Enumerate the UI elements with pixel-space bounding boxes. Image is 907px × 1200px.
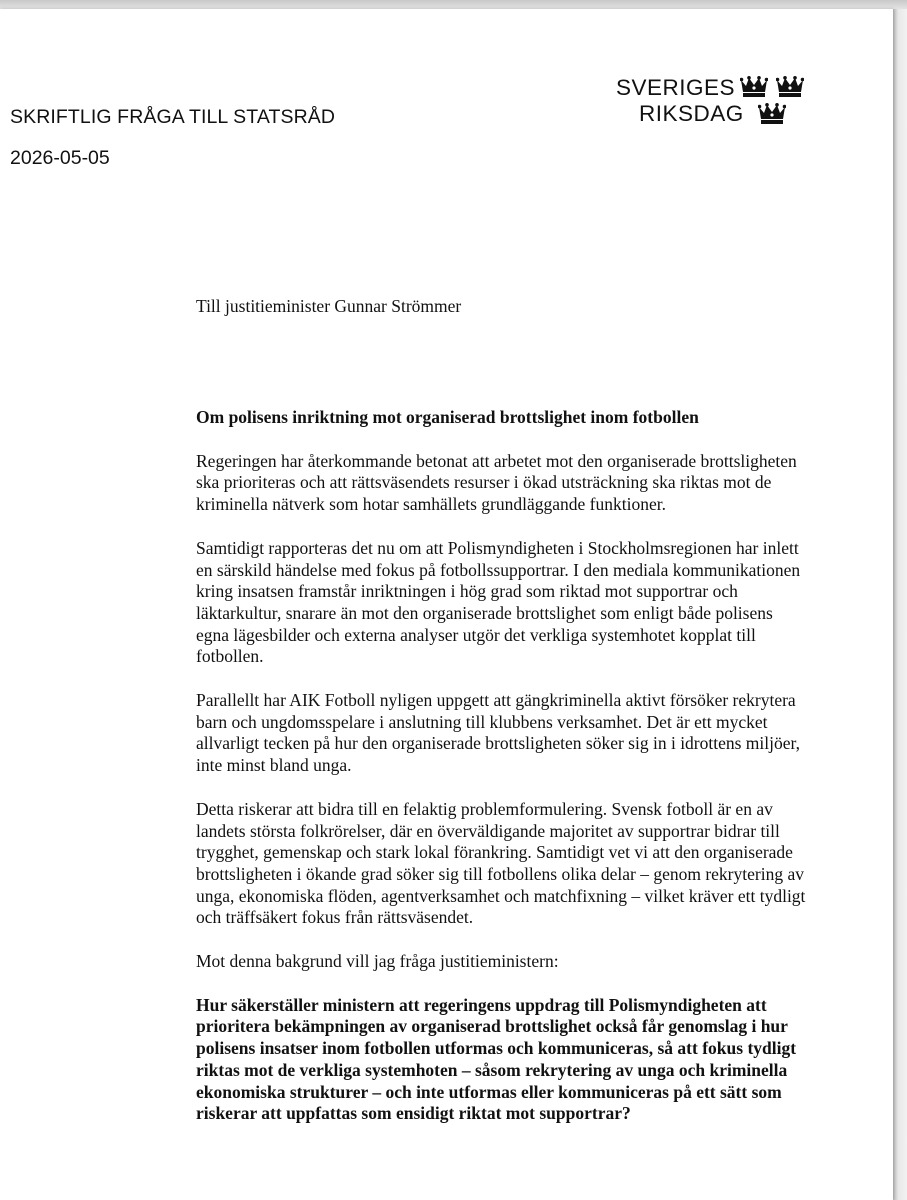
page-edge-shadow bbox=[893, 9, 907, 1200]
letter-title: Om polisens inriktning mot organiserad brottslighet inom fotbollen bbox=[196, 407, 699, 427]
body-paragraph: Mot denna bakgrund vill jag fråga justitieministern: bbox=[196, 951, 559, 972]
body-paragraph: Detta riskerar att bidra till en felaktig problemformulering. Svensk fotboll är en av landets största folkrörelser, där en överväldigande majoritet av supportrar bidrar till trygghet, gemenskap och stark lokal förankring. Samtidigt vet vi att den organiserade brottsligheten i ökande grad söker sig till fotbollens olika delar – genom rekrytering av unga, ekonomiska flöden, agentverksamhet och matchfixning – vilket kräver ett tydligt och träffsäkert fokus från rättsväsendet. bbox=[196, 798, 806, 928]
logo-line-riksdag: RIKSDAG bbox=[639, 101, 744, 126]
recipient-line: Till justitieminister Gunnar Strömmer bbox=[196, 296, 462, 316]
crown-icon bbox=[776, 76, 804, 98]
document-date: 2026-05-05 bbox=[10, 147, 110, 169]
crown-icon bbox=[758, 103, 786, 125]
letter-body bbox=[196, 407, 808, 1147]
body-paragraph: Parallellt har AIK Fotboll nyligen uppgett att gängkriminella aktivt försöker rekrytera barn och ungdomsspelare i anslutning till klubbens verksamhet. Det är ett mycket allvarligt tecken på hur den organiserade brottsligheten söker sig in i idrottens miljöer, inte minst bland unga. bbox=[196, 690, 801, 776]
body-paragraph: Regeringen har återkommande betonat att arbetet mot den organiserade brottsligheten ska prioriteras och att rättsväsendets resurser i ökad utsträckning ska riktas mot de kriminella nätverk som hotar samhällets grundläggande funktioner. bbox=[196, 450, 797, 515]
riksdag-logo bbox=[612, 71, 812, 133]
question-text: Hur säkerställer ministern att regeringens uppdrag till Polismyndigheten att prioritera bekämpningen av organiserad brottslighet också får genomslag i hur polisens insatser inom fotbollen utformas och kommuniceras, så att fokus tydligt riktas mot de verkliga systemhoten – såsom rekrytering av unga och kriminella ekonomiska strukturer – och inte utformas eller kommuniceras på ett sätt som riskerar att uppfattas som ensidigt riktat mot supportrar? bbox=[196, 994, 797, 1124]
body-paragraph: Samtidigt rapporteras det nu om att Polismyndigheten i Stockholmsregionen har inlett en särskild händelse med fokus på fotbollssupportrar. I den mediala kommunikationen kring insatsen framstår inriktningen i hög grad som riktad mot supportrar och läktarkultur, snarare än mot den organiserade brottslighet som enligt både polisens egna lägesbilder och externa analyser utgör det verkliga systemhotet kopplat till fotbollen. bbox=[196, 537, 801, 667]
logo-line-sveriges: SVERIGES bbox=[616, 75, 736, 100]
document-page bbox=[0, 9, 893, 1200]
document-type-label: SKRIFTLIG FRÅGA TILL STATSRÅD bbox=[10, 106, 336, 128]
crown-icon bbox=[740, 76, 768, 98]
